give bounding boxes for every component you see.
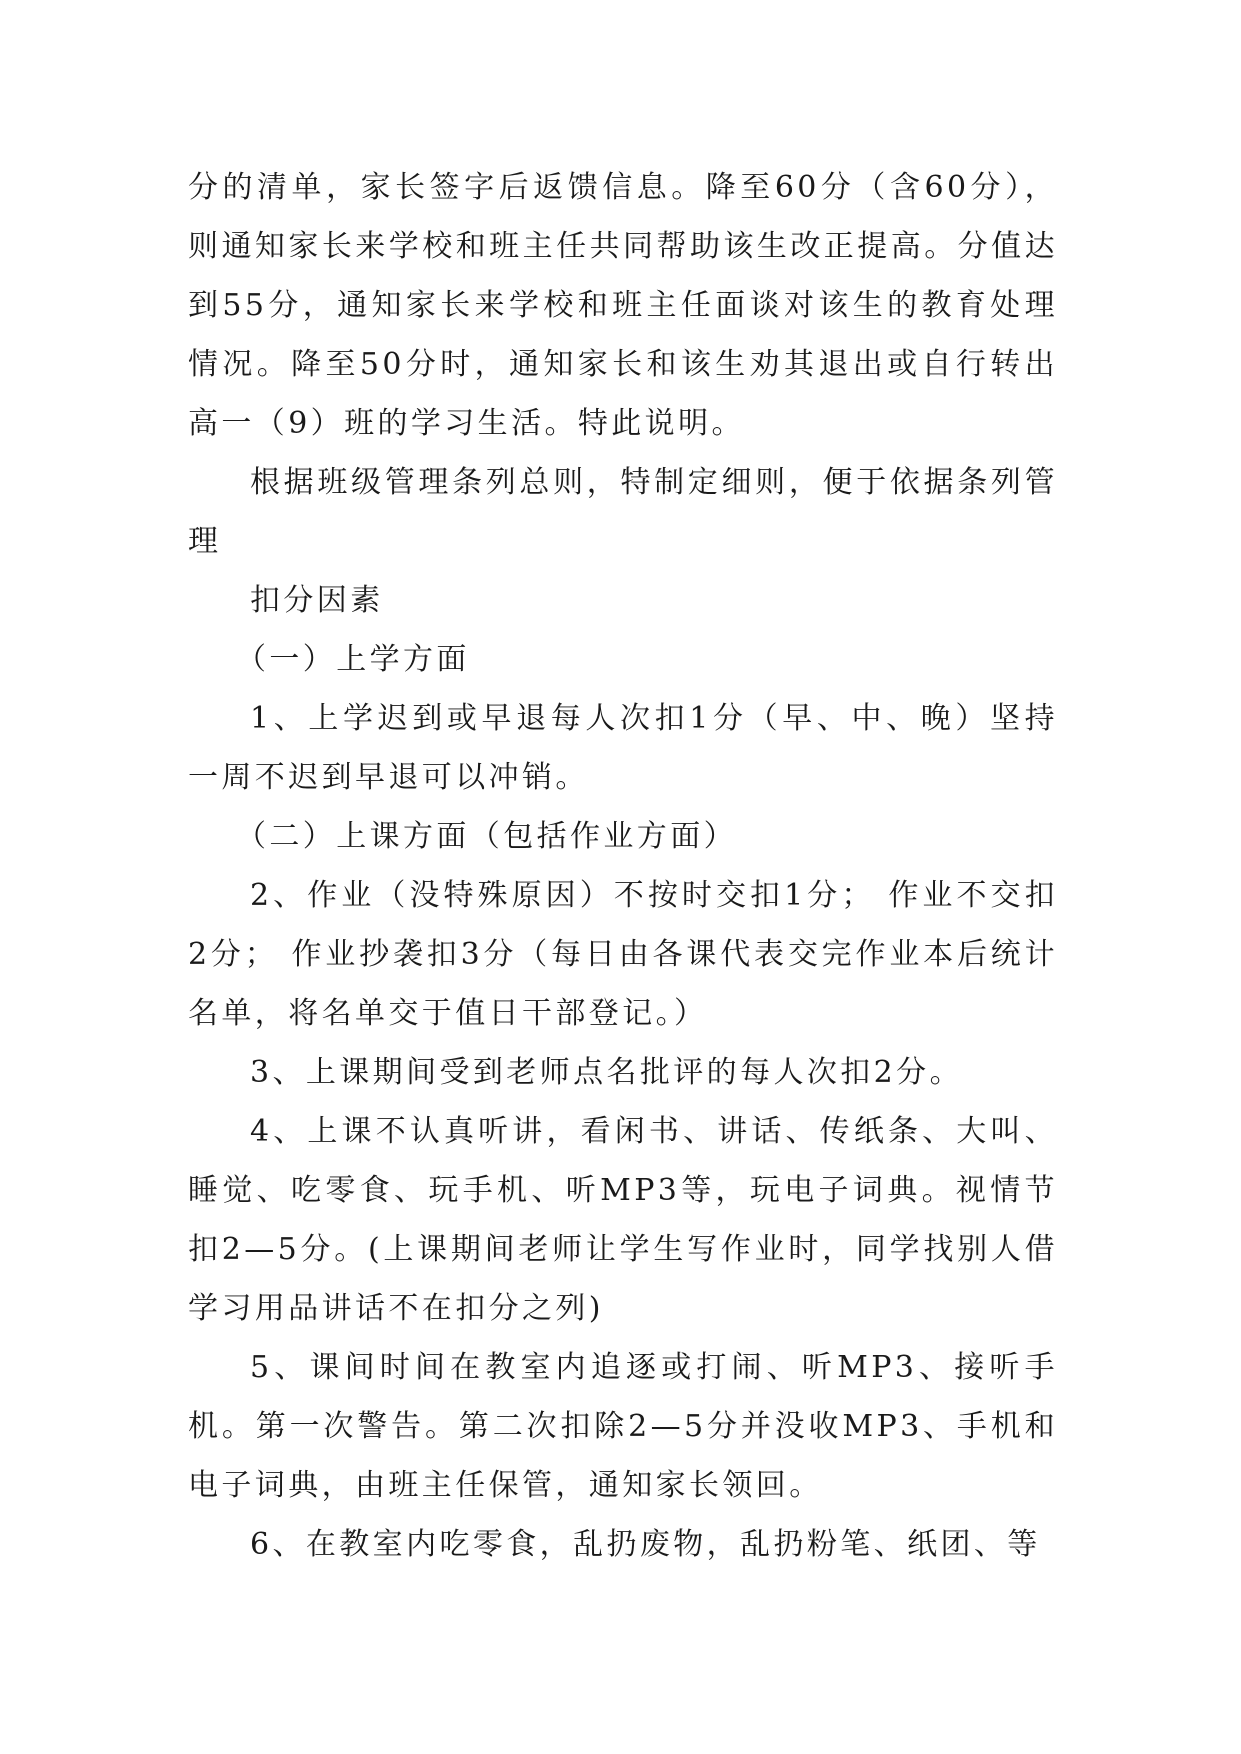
rule-item-5: 5、课间时间在教室内追逐或打闹、听MP3、接听手机。第一次警告。第二次扣除2—5分并没收MP3、手机和电子词典，由班主任保管，通知家长领回。 [188,1350,1058,1503]
document-body [188,158,1058,1574]
subsection-heading-school: （一）上学方面 [236,642,470,677]
subsection-heading-class: （二）上课方面（包括作业方面） [236,819,737,854]
rule-item-3: 3、上课期间受到老师点名批评的每人次扣2分。 [250,1055,963,1090]
paragraph-intro: 根据班级管理条列总则，特制定细则，便于依据条列管理 [188,465,1058,559]
section-heading: 扣分因素 [250,583,384,618]
rule-item-4: 4、上课不认真听讲，看闲书、讲话、传纸条、大叫、睡觉、吃零食、玩手机、听MP3等，玩电子词典。视情节扣2—5分。(上课期间老师让学生写作业时，同学找别人借学习用品讲话不在扣分之列) [188,1114,1058,1326]
rule-item-6: 6、在教室内吃零食，乱扔废物，乱扔粉笔、纸团、等 [250,1527,1041,1562]
rule-item-1: 1、上学迟到或早退每人次扣1分（早、中、晚）坚持一周不迟到早退可以冲销。 [188,701,1058,795]
rule-item-2: 2、作业（没特殊原因）不按时交扣1分； 作业不交扣2分； 作业抄袭扣3分（每日由各课代表交完作业本后统计名单，将名单交于值日干部登记。） [188,878,1058,1031]
paragraph-continuation: 分的清单，家长签字后返馈信息。降至60分（含60分），则通知家长来学校和班主任共同帮助该生改正提高。分值达到55分，通知家长来学校和班主任面谈对该生的教育处理情况。降至50分时，通知家长和该生劝其退出或自行转出高一（9）班的学习生活。特此说明。 [188,170,1058,441]
